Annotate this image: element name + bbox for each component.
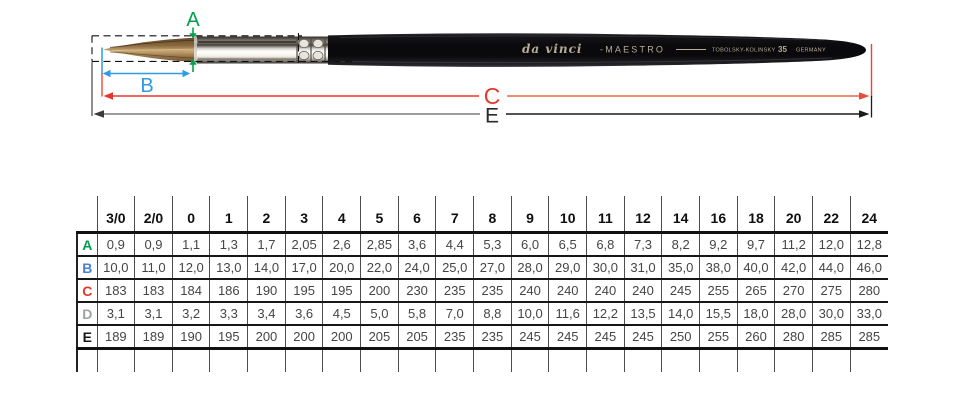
value-cell: 183 [135,279,173,302]
dim-b-arrow-right-icon [183,70,191,77]
size-header: 4 [323,196,361,233]
dim-row-E [77,325,888,349]
value-cell: 28,0 [511,256,549,279]
stub-cell [436,349,474,373]
size-header: 8 [474,196,512,233]
value-cell: 235 [474,325,512,349]
size-header: 6 [398,196,436,233]
value-cell: 285 [812,325,850,349]
value-cell: 190 [172,325,210,349]
dim-row-D [77,302,888,325]
size-header: 3 [285,196,323,233]
value-cell: 35,0 [662,256,700,279]
dim-label-b: B [140,75,154,97]
dim-e-arrow-left-icon [94,110,105,117]
row-label-C: C [77,279,97,302]
value-cell: 4,4 [436,233,474,257]
value-cell: 24,0 [398,256,436,279]
origin-text: GERMANY [796,47,826,54]
value-cell: 200 [323,325,361,349]
value-cell: 245 [549,325,587,349]
ferrule-rim [194,37,197,64]
value-cell: 2,6 [323,233,361,257]
value-cell: 275 [812,279,850,302]
stub-cell [511,349,549,373]
value-cell: 205 [361,325,399,349]
value-cell: 5,8 [398,302,436,325]
stub-cell [474,349,512,373]
value-cell: 4,5 [323,302,361,325]
size-header: 10 [549,196,587,233]
size-table-container [76,196,888,372]
value-cell: 12,0 [172,256,210,279]
value-cell: 11,0 [135,256,173,279]
value-cell: 27,0 [474,256,512,279]
value-cell: 44,0 [812,256,850,279]
size-header: 1 [210,196,248,233]
value-cell: 20,0 [323,256,361,279]
stub-cell [624,349,662,373]
value-cell: 22,0 [361,256,399,279]
dim-row-B [77,256,888,279]
stub-cell [135,349,173,373]
stub-cell [737,349,775,373]
brush-diagram [0,0,978,150]
value-cell: 183 [97,279,135,302]
size-header: 20 [775,196,813,233]
size-header: 2 [248,196,286,233]
dim-label-c: C [483,83,501,109]
size-header: 0 [172,196,210,233]
value-cell: 0,9 [135,233,173,257]
stub-cell [210,349,248,373]
size-header: 16 [700,196,738,233]
size-header: 12 [624,196,662,233]
value-cell: 12,0 [812,233,850,257]
value-cell: 13,5 [624,302,662,325]
value-cell: 31,0 [624,256,662,279]
value-cell: 13,0 [210,256,248,279]
size-header: 22 [812,196,850,233]
value-cell: 240 [549,279,587,302]
value-cell: 5,3 [474,233,512,257]
value-cell: 38,0 [700,256,738,279]
dim-b-arrow-left-icon [103,70,111,77]
value-cell: 8,2 [662,233,700,257]
value-cell: 235 [474,279,512,302]
size-header: 5 [361,196,399,233]
value-cell: 189 [135,325,173,349]
stub-cell [248,349,286,373]
value-cell: 195 [210,325,248,349]
value-cell: 10,0 [511,302,549,325]
value-cell: 6,8 [587,233,625,257]
size-header: 11 [587,196,625,233]
value-cell: 245 [662,279,700,302]
value-cell: 280 [850,279,888,302]
value-cell: 6,0 [511,233,549,257]
value-cell: 17,0 [285,256,323,279]
stub-cell [97,349,135,373]
value-cell: 3,2 [172,302,210,325]
stub-cell [850,349,888,373]
value-cell: 1,1 [172,233,210,257]
row-label-E: E [77,325,97,349]
row-label-A: A [77,233,97,257]
value-cell: 12,2 [587,302,625,325]
value-cell: 3,6 [398,233,436,257]
value-cell: 3,1 [135,302,173,325]
value-cell: 42,0 [775,256,813,279]
stub-cell [361,349,399,373]
value-cell: 255 [700,325,738,349]
size-header: 24 [850,196,888,233]
brand-text: da vinci [522,42,583,56]
stub-cell [77,349,97,373]
stub-cell [549,349,587,373]
value-cell: 9,7 [737,233,775,257]
value-cell: 200 [285,325,323,349]
value-cell: 7,3 [624,233,662,257]
value-cell: 195 [285,279,323,302]
value-cell: 260 [737,325,775,349]
value-cell: 14,0 [248,256,286,279]
value-cell: 189 [97,325,135,349]
size-header: 7 [436,196,474,233]
value-cell: 200 [361,279,399,302]
stub-cell [172,349,210,373]
stub-cell [398,349,436,373]
hair-type-text: TOBOLSKY-KOLINSKY [712,47,776,54]
stub-cell [662,349,700,373]
size-header: 18 [737,196,775,233]
header-row [77,196,888,233]
corner-cell [77,196,97,233]
value-cell: 7,0 [436,302,474,325]
size-header: 9 [511,196,549,233]
stub-cell [285,349,323,373]
dim-label-e: E [484,104,500,128]
dim-row-C [77,279,888,302]
value-cell: 1,7 [248,233,286,257]
dim-c-arrow-left-icon [104,92,114,99]
series-number-text: 35 [778,45,787,54]
value-cell: 3,3 [210,302,248,325]
value-cell: 40,0 [737,256,775,279]
value-cell: 280 [775,325,813,349]
value-cell: 265 [737,279,775,302]
value-cell: 245 [587,325,625,349]
value-cell: 3,1 [97,302,135,325]
value-cell: 8,8 [474,302,512,325]
value-cell: 11,2 [775,233,813,257]
value-cell: 3,4 [248,302,286,325]
value-cell: 10,0 [97,256,135,279]
row-label-D: D [77,302,97,325]
size-header: 3/0 [97,196,135,233]
value-cell: 46,0 [850,256,888,279]
stub-cell [700,349,738,373]
value-cell: 30,0 [587,256,625,279]
series-text: -MAESTRO [600,44,666,55]
value-cell: 205 [398,325,436,349]
value-cell: 255 [700,279,738,302]
stub-row [77,349,888,373]
value-cell: 235 [436,325,474,349]
value-cell: 240 [511,279,549,302]
value-cell: 3,6 [285,302,323,325]
value-cell: 33,0 [850,302,888,325]
value-cell: 0,9 [97,233,135,257]
value-cell: 25,0 [436,256,474,279]
stub-cell [775,349,813,373]
value-cell: 12,8 [850,233,888,257]
value-cell: 230 [398,279,436,302]
value-cell: 2,85 [361,233,399,257]
size-table [76,196,888,372]
size-header: 14 [662,196,700,233]
dim-c-arrow-right-icon [859,92,870,99]
stub-cell [587,349,625,373]
dim-e-arrow-right-icon [859,110,870,117]
dim-label-a: A [186,9,200,31]
size-header: 2/0 [135,196,173,233]
stub-cell [323,349,361,373]
value-cell: 6,5 [549,233,587,257]
stub-cell [812,349,850,373]
value-cell: 28,0 [775,302,813,325]
value-cell: 245 [511,325,549,349]
value-cell: 240 [587,279,625,302]
value-cell: 1,3 [210,233,248,257]
value-cell: 270 [775,279,813,302]
value-cell: 184 [172,279,210,302]
value-cell: 186 [210,279,248,302]
value-cell: 195 [323,279,361,302]
value-cell: 5,0 [361,302,399,325]
value-cell: 250 [662,325,700,349]
value-cell: 18,0 [737,302,775,325]
value-cell: 235 [436,279,474,302]
value-cell: 15,5 [700,302,738,325]
value-cell: 30,0 [812,302,850,325]
value-cell: 245 [624,325,662,349]
value-cell: 190 [248,279,286,302]
value-cell: 240 [624,279,662,302]
value-cell: 14,0 [662,302,700,325]
dim-e [92,62,872,128]
value-cell: 29,0 [549,256,587,279]
row-label-B: B [77,256,97,279]
dim-row-A [77,233,888,257]
value-cell: 9,2 [700,233,738,257]
value-cell: 200 [248,325,286,349]
value-cell: 285 [850,325,888,349]
value-cell: 2,05 [285,233,323,257]
value-cell: 11,6 [549,302,587,325]
